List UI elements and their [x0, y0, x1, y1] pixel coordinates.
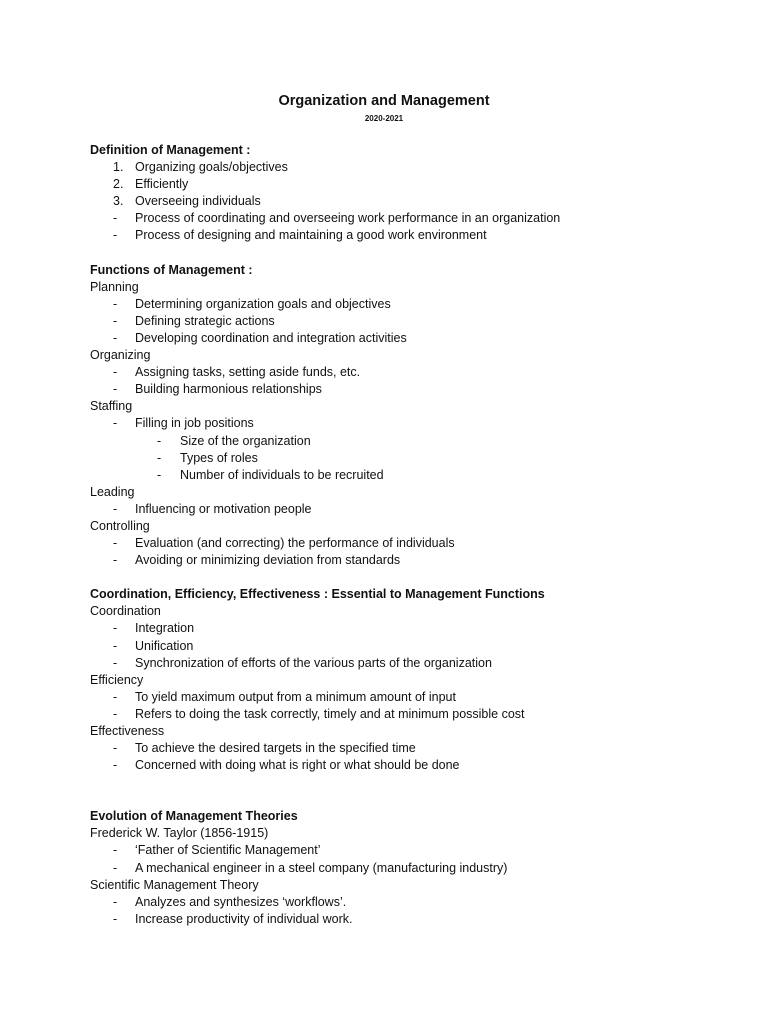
bullet-dash: -: [157, 467, 162, 482]
numbered-item-text: Efficiently: [135, 177, 189, 192]
subsection-label-scientific: Scientific Management Theory: [90, 877, 259, 892]
sub-bullet-text: Types of roles: [180, 450, 258, 465]
bullet-dash: -: [113, 553, 118, 568]
bullet-item: [90, 689, 730, 706]
list-number: 2.: [113, 177, 124, 192]
bullet-dash: -: [113, 536, 118, 551]
bullet-text: To yield maximum output from a minimum amount of input: [135, 689, 456, 704]
bullet-item: [90, 313, 730, 330]
bullet-item: [90, 296, 730, 313]
bullet-dash: -: [113, 741, 118, 756]
bullet-item: [90, 552, 730, 569]
bullet-dash: -: [113, 365, 118, 380]
bullet-text: Developing coordination and integration activities: [135, 330, 407, 345]
numbered-item: [90, 193, 730, 210]
subsection-label-leading: Leading: [90, 484, 135, 499]
bullet-text: Process of coordinating and overseeing work performance in an organization: [135, 211, 561, 226]
bullet-text: Evaluation (and correcting) the performance of individuals: [135, 536, 455, 551]
bullet-text: Avoiding or minimizing deviation from standards: [135, 553, 401, 568]
subsection-label-controlling: Controlling: [90, 518, 150, 533]
bullet-text: Determining organization goals and objectives: [135, 296, 391, 311]
sub-bullet-item: [90, 433, 730, 450]
bullet-item: [90, 842, 730, 859]
sub-bullet-text: Size of the organization: [180, 433, 311, 448]
bullet-text: Influencing or motivation people: [135, 501, 312, 516]
bullet-item: [90, 911, 730, 928]
bullet-item: [90, 894, 730, 911]
list-number: 1.: [113, 160, 124, 175]
bullet-item: [90, 638, 730, 655]
bullet-item: [90, 330, 730, 347]
bullet-text: Unification: [135, 638, 194, 653]
bullet-item: [90, 655, 730, 672]
document-subtitle: 2020-2021: [364, 114, 404, 123]
bullet-dash: -: [113, 211, 118, 226]
sub-bullet-item: [90, 450, 730, 467]
bullet-dash: -: [113, 228, 118, 243]
document-title: Organization and Management: [278, 93, 490, 109]
bullet-dash: -: [113, 296, 118, 311]
bullet-item: [90, 740, 730, 757]
bullet-dash: -: [113, 330, 118, 345]
bullet-text: Increase productivity of individual work.: [135, 911, 353, 926]
bullet-item: [90, 210, 730, 227]
bullet-dash: -: [113, 416, 118, 431]
subsection-label-coordination: Coordination: [90, 604, 161, 619]
bullet-dash: -: [113, 621, 118, 636]
bullet-dash: -: [157, 450, 162, 465]
bullet-text: Filling in job positions: [135, 416, 254, 431]
bullet-dash: -: [113, 655, 118, 670]
sub-bullet-text: Number of individuals to be recruited: [180, 467, 384, 482]
section-heading-evolution: Evolution of Management Theories: [90, 809, 298, 824]
subsection-label-staffing: Staffing: [90, 399, 133, 414]
bullet-dash: -: [157, 433, 162, 448]
bullet-item: [90, 364, 730, 381]
bullet-text: Building harmonious relationships: [135, 382, 322, 397]
bullet-dash: -: [113, 860, 118, 875]
bullet-dash: -: [113, 313, 118, 328]
bullet-text: Defining strategic actions: [135, 313, 275, 328]
bullet-text: Concerned with doing what is right or what should be done: [135, 758, 460, 773]
bullet-text: To achieve the desired targets in the specified time: [135, 741, 416, 756]
bullet-text: Synchronization of efforts of the various parts of the organization: [135, 655, 492, 670]
numbered-item: [90, 159, 730, 176]
subsection-label-planning: Planning: [90, 279, 139, 294]
subsection-label-organizing: Organizing: [90, 348, 151, 363]
bullet-dash: -: [113, 382, 118, 397]
numbered-item: [90, 176, 730, 193]
section-heading-coordination: Coordination, Efficiency, Effectiveness : Essential to Management Functions: [90, 587, 545, 602]
bullet-dash: -: [113, 843, 118, 858]
subsection-label-effectiveness: Effectiveness: [90, 724, 165, 738]
bullet-dash: -: [113, 706, 118, 721]
bullet-text: Integration: [135, 621, 195, 636]
bullet-item: [90, 227, 730, 244]
bullet-item: [90, 706, 730, 723]
bullet-dash: -: [113, 894, 118, 909]
bullet-item: [90, 415, 730, 432]
bullet-text: Analyzes and synthesizes ‘workflows’.: [135, 894, 347, 909]
bullet-item: [90, 757, 730, 774]
bullet-item: [90, 501, 730, 518]
sub-bullet-item: [90, 467, 730, 484]
bullet-text: Process of designing and maintaining a good work environment: [135, 228, 487, 243]
bullet-text: ‘Father of Scientific Management’: [135, 843, 321, 858]
bullet-dash: -: [113, 501, 118, 516]
subsection-label-efficiency: Efficiency: [90, 672, 144, 687]
numbered-item-text: Overseeing individuals: [135, 194, 261, 209]
document-body: [90, 142, 730, 928]
bullet-item: [90, 860, 730, 877]
subsection-label-taylor: Frederick W. Taylor (1856-1915): [90, 826, 269, 841]
section-heading-functions: Functions of Management :: [90, 262, 253, 277]
section-heading-definition: Definition of Management :: [90, 143, 251, 157]
bullet-dash: -: [113, 911, 118, 926]
numbered-item-text: Organizing goals/objectives: [135, 160, 288, 175]
bullet-text: Assigning tasks, setting aside funds, etc.: [135, 365, 361, 380]
bullet-item: [90, 620, 730, 637]
bullet-text: Refers to doing the task correctly, timely and at minimum possible cost: [135, 706, 525, 721]
bullet-dash: -: [113, 638, 118, 653]
bullet-text: A mechanical engineer in a steel company (manufacturing industry): [135, 860, 508, 875]
bullet-item: [90, 535, 730, 552]
list-number: 3.: [113, 194, 124, 209]
bullet-item: [90, 381, 730, 398]
bullet-dash: -: [113, 689, 118, 704]
bullet-dash: -: [113, 758, 118, 773]
